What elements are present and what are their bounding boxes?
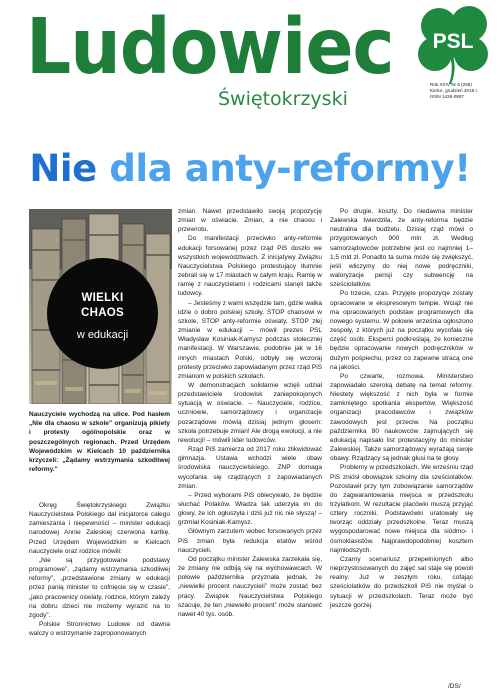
psl-clover-logo-icon bbox=[413, 4, 497, 84]
column-paragraph: Głównym zarzutem wobec forsowanych przez PiS zmian była redukcja etatów wśród nauczycieli. bbox=[178, 528, 322, 554]
column-paragraph: zmian. Nawet przedstawiło swoją propozycję zmian w oświacie. Zmian, a nie chaosu i przewrotu. bbox=[178, 208, 322, 234]
article-column-2 bbox=[178, 207, 322, 619]
column-paragraph: Po drugie, koszty. Do niedawna minister Zalewska twierdziła, że anty-reforma będzie neutralna dla budżetu. Dzisiaj rząd mówi o przygotowanych 900 mln zł. Według samorządowców potrzebne jest co najmniej 1–1,5 mld zł. Ponadto ta suma może się zwiększyć, jeśli wliczymy do niej nowe podręczniki, waloryzacje pensji czy subwencję na sześciolatków. bbox=[330, 208, 473, 289]
issue-date: Kielce, grudzień 2016 r. bbox=[430, 88, 479, 93]
issue-issn: ISSN 1426-0867 bbox=[430, 94, 464, 99]
issue-info bbox=[430, 82, 492, 100]
column-paragraph: Od początku minister Zalewska zarzekała się, że zmiany nie odbiją się na wychowawcach. W połowie października przyznała jednak, że „niewielki procent nauczycieli” może zostać bez pracy. Związek Nauczycielstwa Polskiego szacuje, że ten „niewielki procent” może stanowić nawet 40 tys. osób. bbox=[178, 555, 322, 618]
column-paragraph: Po czwarte, rozmowa. Ministerstwo zapowiadało szeroką debatę na temat reformy. Niestety większość z nich była w formie zamkniętego spotkania ekspertów. Większość organizacji pracodawców i związków zawodowych jest przeciw. Na początku października 80 naukowców zajmujących się edukacją napisało list protestacyjny do minister Zalewskiej. Także samorządowcy wyrażają swoje obawy. Rządzący są jednak głusi na te głosy. bbox=[330, 372, 473, 463]
banner-line2: CHAOS bbox=[80, 307, 125, 319]
headline-part1: Nie bbox=[29, 147, 97, 190]
banner-line1: WIELKI bbox=[81, 292, 124, 304]
column-paragraph: – Jesteśmy z wami wszędzie tam, gdzie walka idzie o dobro polskiej szkoły. STOP chaosowi w szkole, STOP anty-reformie oświaty, STOP złej zmianie w edukacji – mówił prezes PSL Władysław Kosiniak-Kamysz podczas stołecznej manifestacji. W Warszawie, podobnie jak w 16 innych miastach Polski, odbyły się wczoraj protesty przeciwko zapowiadanym przez rząd PiS zmianom w polskich szkołach. bbox=[178, 299, 322, 380]
column-paragraph: „Nie są przygotowane podstawy programowe”, „żądamy wstrzymania szkodliwej reformy”, „przedstawione zmiany w edukacji przez panią minister to cofnięcie się w czasie”, „jako pracownicy oświaty, rodzice, którym zależy na dobru dzieci nie możemy wyrazić na to zgody”. bbox=[29, 556, 170, 619]
author-signature: /DS/ bbox=[448, 683, 461, 690]
column-paragraph: Problemy w przedszkolach. We wrześniu rząd PiS zniósł obowiązek szkolny dla sześciolatków. Pozostawił przy tym zobowiązanie samorządów do zagwarantowania miejsca w przedszkolu trzylatkom. W rezultacie placówki muszą przyjąć cztery roczniki. Podstawówki uratowały się tworząc oddziały przedszkolne. Teraz muszą wygospodarować nowe miejsca dla siódmo- i ósmoklasistów. Najprawdopodobniej kosztem najmłodszych. bbox=[330, 464, 473, 554]
article-column-1 bbox=[29, 501, 170, 638]
column-paragraph: Do manifestacji przeciwko anty-reformie edukacji forsowanej przez rząd PiS doszło we wszystkich województwach. Z inicjatywy Związku Nauczycielstwa Polskiego protestujący tłumnie zebrali się w 17 miastach w całym kraju. Ramię w ramię z nauczycielami i rodzicami stanęli także ludowcy. bbox=[178, 235, 322, 298]
column-paragraph: Polskie Stronnictwo Ludowe od dawna walczy o wstrzymanie zaproponowanych bbox=[29, 621, 170, 638]
headline-part2: dla anty-reformy! bbox=[109, 147, 471, 190]
issue-number: Rok XXIV Nr 5 (258) bbox=[430, 82, 472, 87]
masthead bbox=[0, 0, 500, 150]
column-paragraph: W demonstracjach solidarnie wzięli udział przedstawiciele środowisk zaniepokojonych sytuacją w oświacie. – Nauczyciele, rodzice, uczniowie, samorządowcy i organizacje pozarządowe mówią dzisiaj jednym głosem: szkoła potrzebuje zmian! Ale drogą ewolucji, a nie rewolucji! – mówili lider ludowców. bbox=[178, 381, 322, 444]
column-paragraph: Po trzecie, czas. Przyjęte propozycje zostały opracowane w ekspresowym tempie. Wciąż nie ma opracowanych podstaw programowych dla nowego systemu. W połowie września ogłoszono zespoły, z których już na początku wycofała się część osób. Eksperci podkreślają, że konieczne będzie opracowanie nowych podręczników w dużym pośpiechu, przez co zapewne stracą one na jakości. bbox=[330, 290, 473, 371]
headline bbox=[0, 147, 500, 190]
column-paragraph: – Przed wyborami PiS obiecywało, że będzie słuchać Polaków. Władza tak uderzyła im do głowy, że ich ogłuszyła i dziś już nic nie słyszą! – grzmiał Kosiniak-Kamysz. bbox=[178, 491, 322, 527]
masthead-subtitle: Świętokrzyski bbox=[218, 88, 348, 110]
column-paragraph: Okręg Świętokrzyskiego Związku Nauczycielstwa Polskiego dał inicjatorce całego zamieszania i niepewności – minister edukacji narodowej Annie Zaleskiej czerwona kartkę. Przed Urzędem Wojewódzkim w Kielcach nauczyciele oraz rodzice mówili: bbox=[29, 502, 170, 555]
banner-line3: w edukacji bbox=[76, 329, 129, 341]
column-paragraph: Rząd PiS zamierza od 2017 roku zlikwidować gimnazja. Ustawa wchodzi wiele obaw środowiska nauczycielskiego. ZNP domaga wycofania się rządzących z zapowiadanych zmian. bbox=[178, 446, 322, 490]
logo-text: PSL bbox=[432, 30, 474, 53]
masthead-title: Ludowiec bbox=[26, 1, 394, 92]
article-column-3 bbox=[330, 207, 473, 610]
wielki-chaos-banner bbox=[47, 258, 158, 369]
article-lead: Nauczyciele wychodzą na ulice. Pod hasłem „Nie dla chaosu w szkole” organizują pikiety i protesty ogólnopolskie oraz w poszczególnych regionach. Przed Urzędem Wojewódzkim w Kielcach 10 października krzyczeli: „Żądamy wstrzymania szkodliwej reformy.” bbox=[29, 411, 170, 474]
column-paragraph: Czarny scenariusz przepełnionych albo nieprzystosowanych do zajęć sal staje się powoli realny. Już w zeszłym roku, cofając sześciolatków do przedszkoli PiS nie myślał o sytuacji w przedszkolach. Teraz może być jeszcze gorzej. bbox=[330, 555, 473, 609]
